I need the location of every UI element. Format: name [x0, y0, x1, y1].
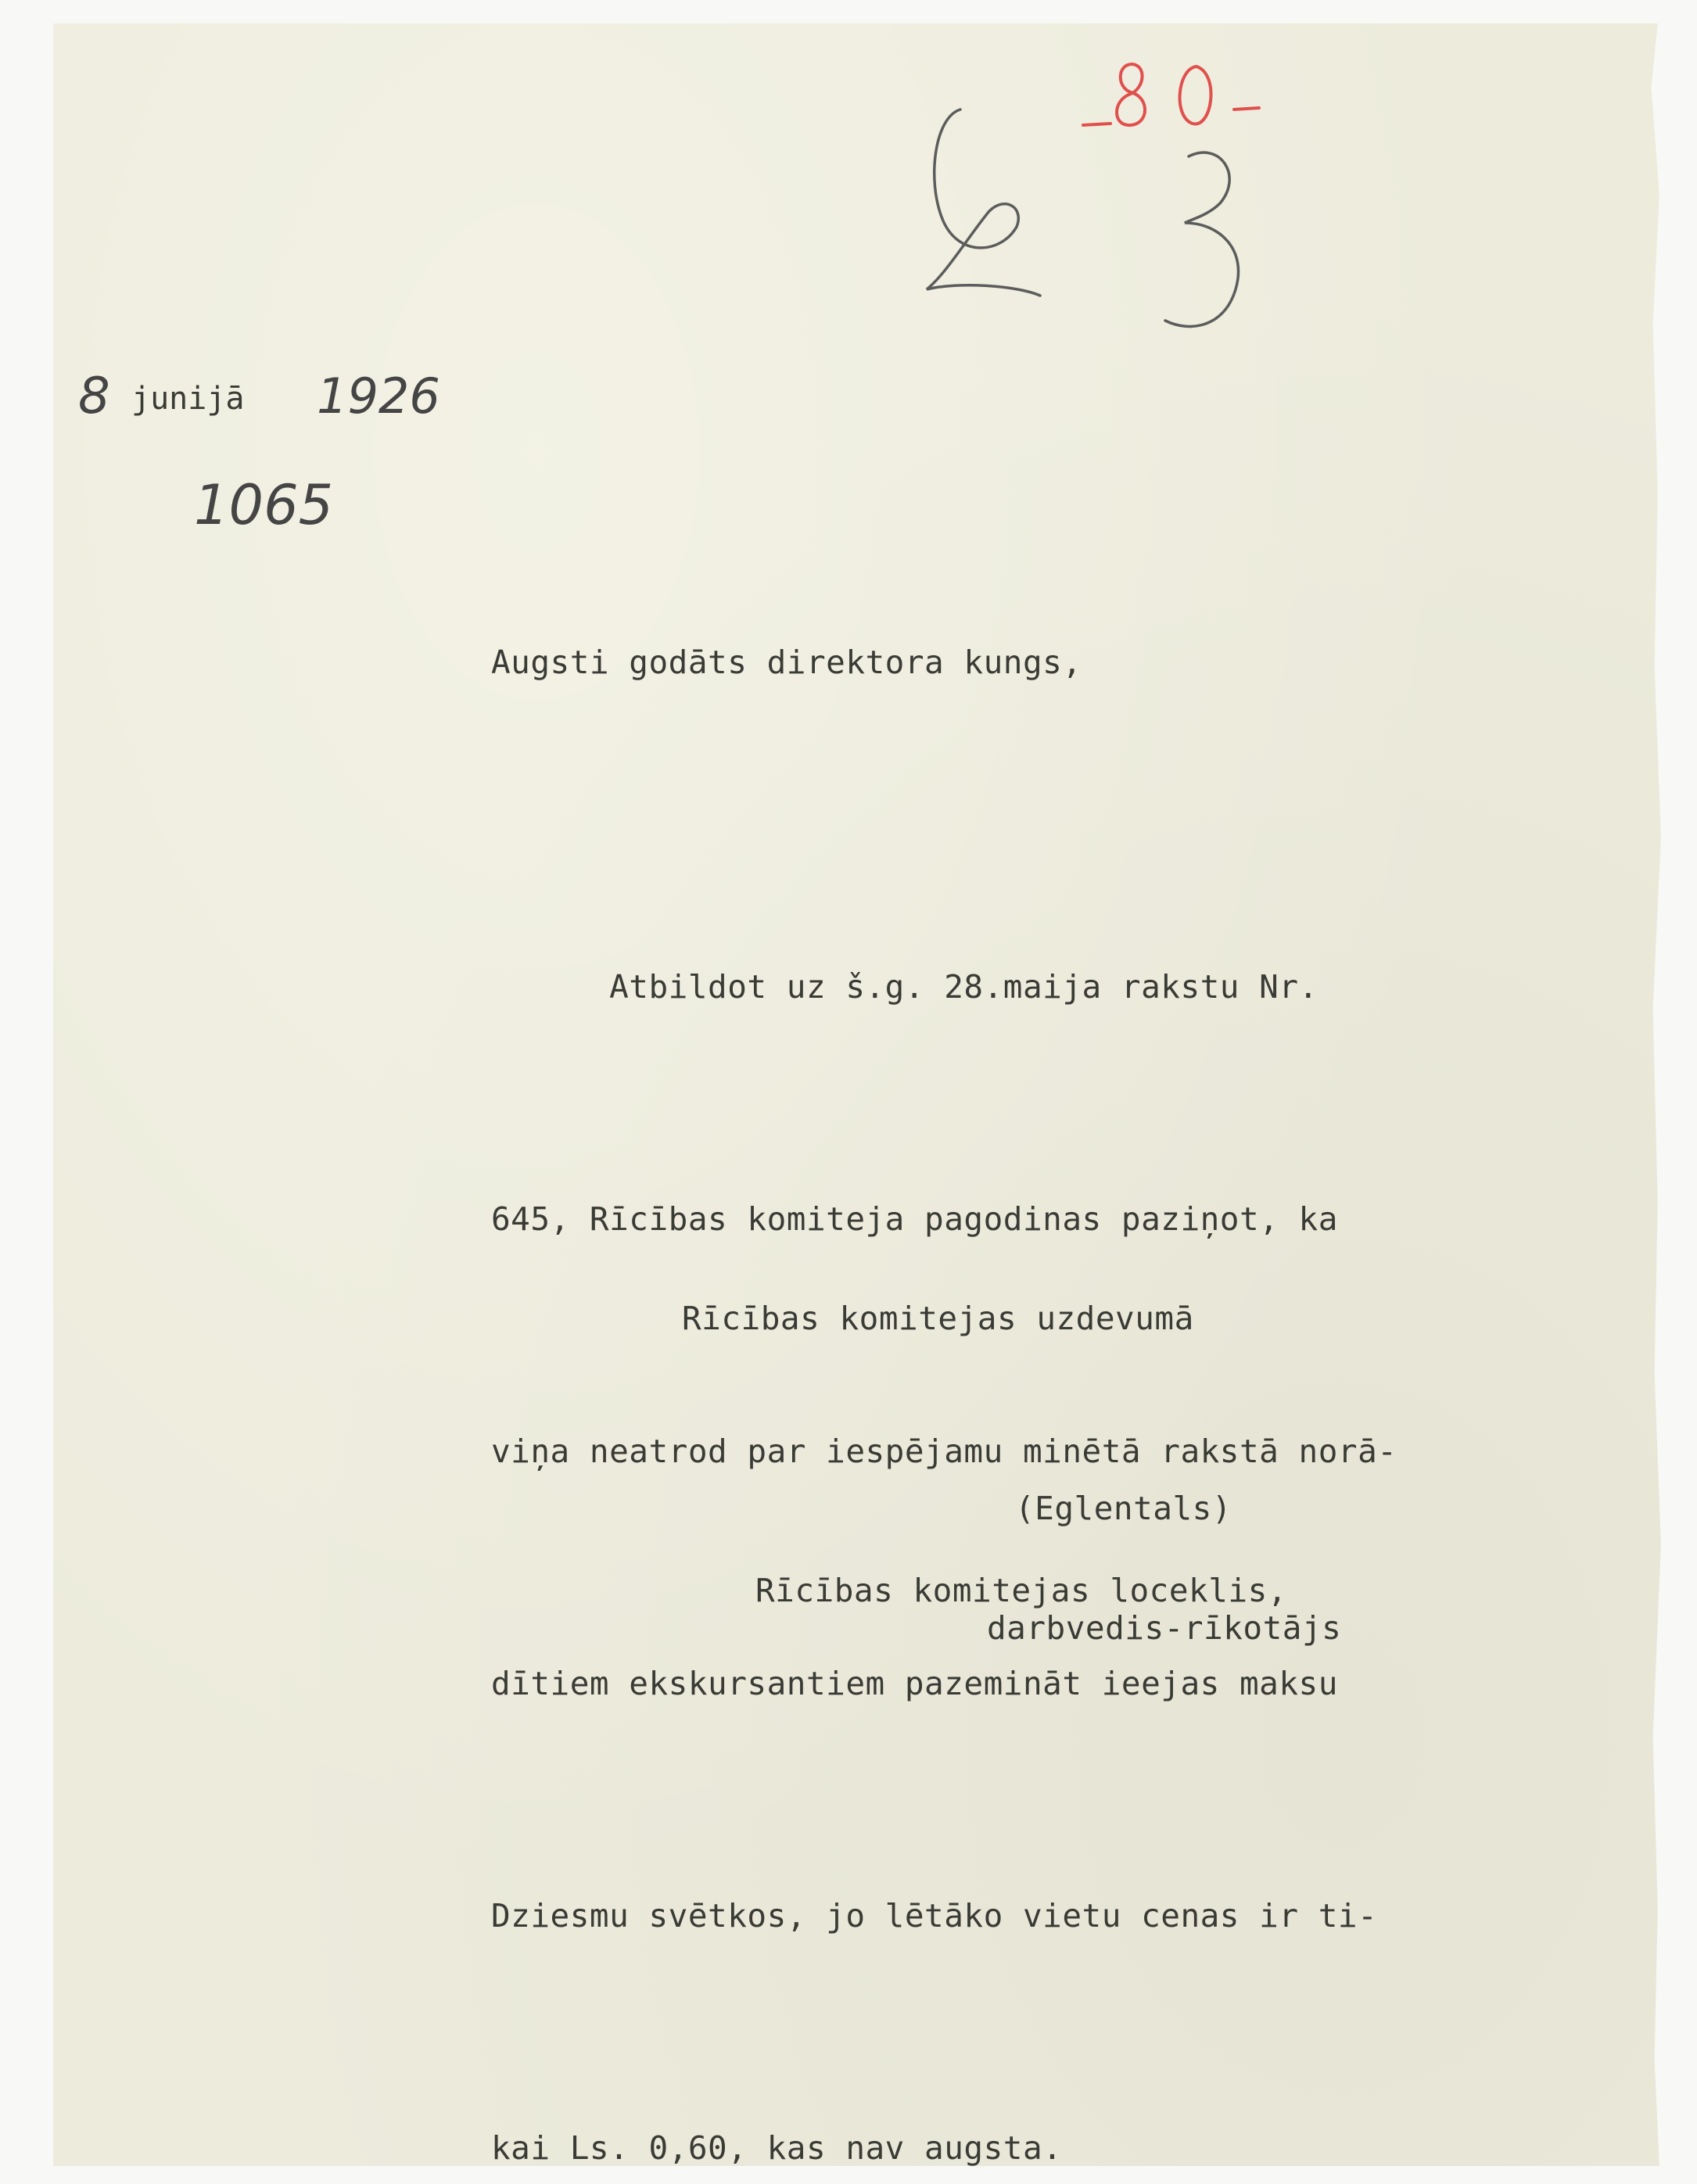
letter-body-line: Atbildot uz š.g. 28.maija rakstu Nr.: [491, 968, 1318, 1006]
handwritten-date-day: 8: [78, 368, 110, 425]
letter-signatory: (Eglentals): [1015, 1490, 1232, 1527]
letter-salutation: Augsti godāts direktora kungs,: [491, 644, 1082, 681]
handwritten-reference-number: 1065: [194, 473, 334, 537]
signatory-title-line2: darbvedis-rīkotājs: [987, 1609, 1342, 1647]
letter-body-line: Dziesmu svētkos, jo lētāko vietu cenas ir ti-: [491, 1897, 1378, 1935]
letter-body-line: dītiem ekskursantiem pazemināt ieejas maksu: [491, 1665, 1338, 1702]
letter-body-line: viņa neatrod par iespējamu minētā rakstā norā-: [491, 1433, 1397, 1470]
letter-body-line: 645, Rīcības komiteja pagodinas paziņot, ka: [491, 1200, 1338, 1238]
typed-date-month: junijā: [131, 381, 245, 417]
handwritten-date-year: 1926: [317, 368, 440, 425]
letter-signoff: Rīcības komitejas uzdevumā: [682, 1300, 1194, 1337]
letter-body-line: kai Ls. 0,60, kas nav augsta.: [491, 2129, 1063, 2167]
red-folio-mark: [1083, 64, 1259, 125]
signatory-title-line1: Rīcības komitejas loceklis,: [755, 1572, 1287, 1609]
letter-body: [491, 794, 1397, 2184]
pencil-folio-mark: [927, 109, 1040, 296]
pencil-folio-mark-3: [1165, 152, 1239, 326]
